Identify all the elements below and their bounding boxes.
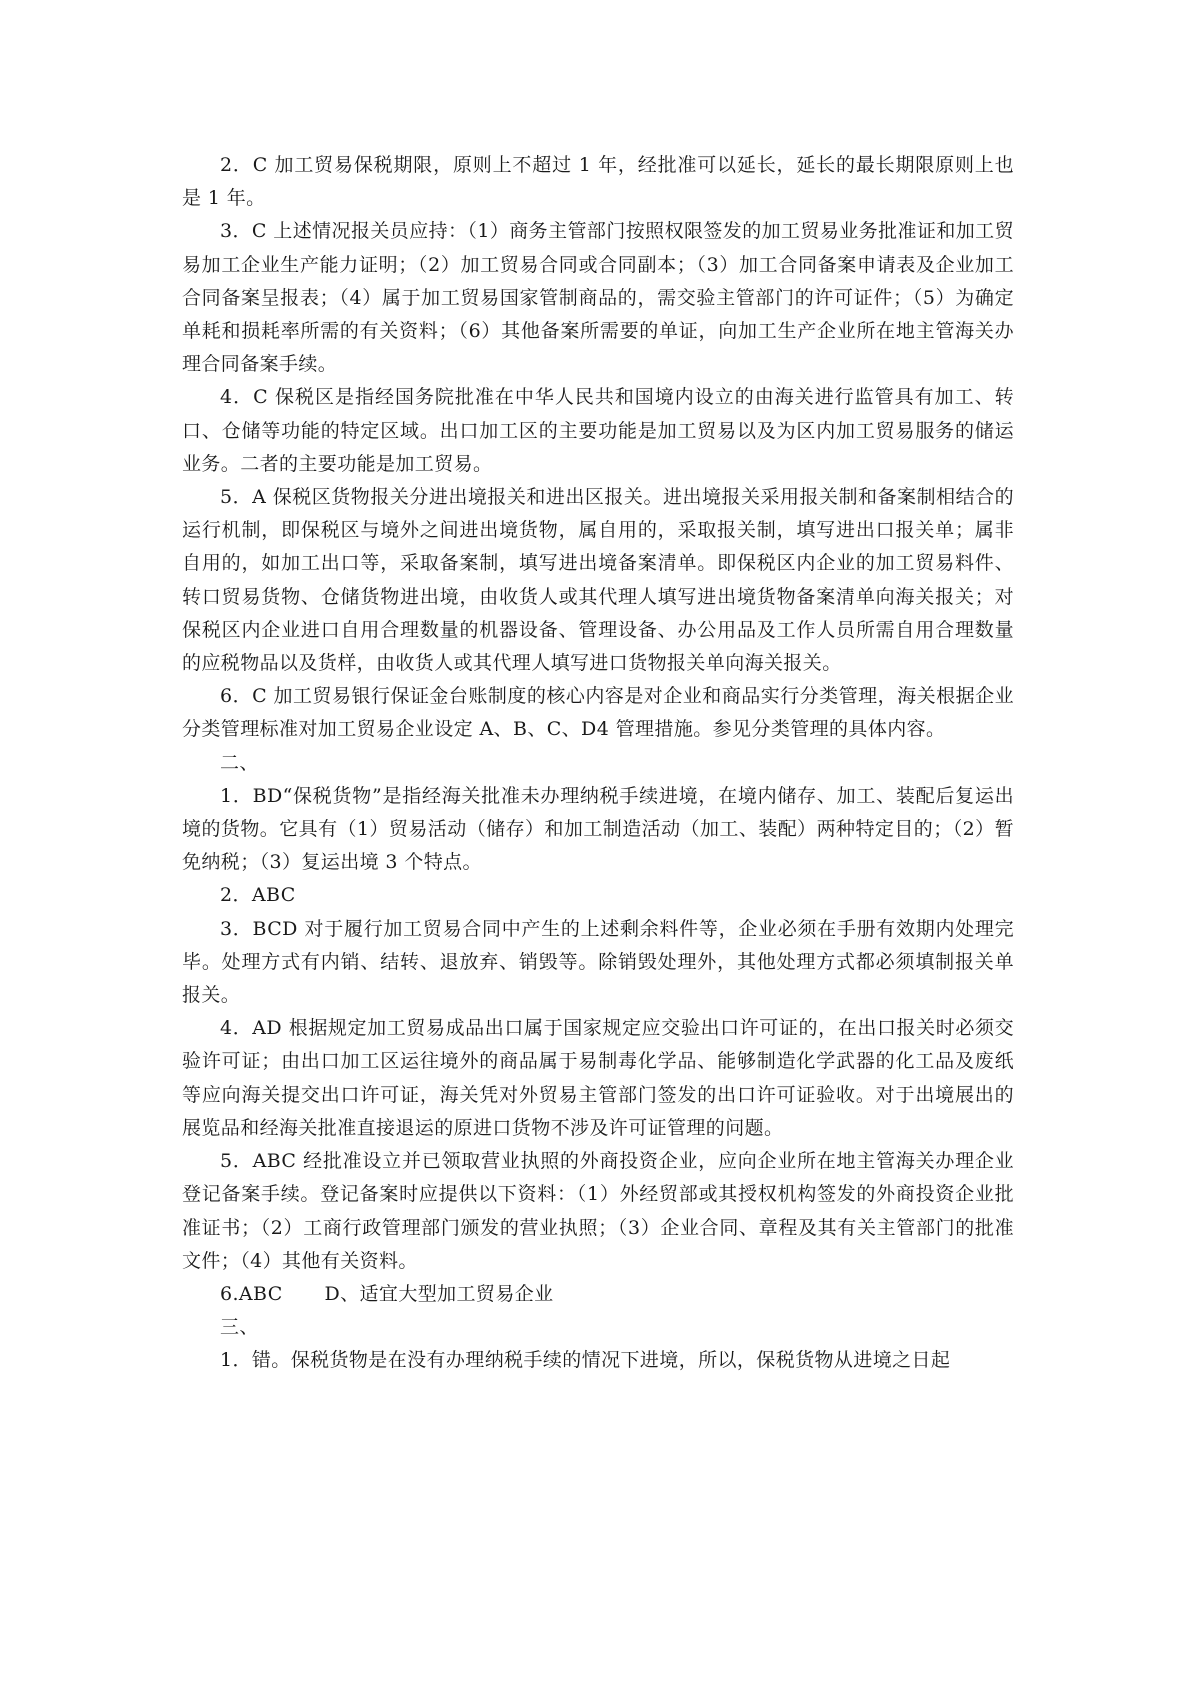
answer-paragraph-2-4: 4．AD 根据规定加工贸易成品出口属于国家规定应交验出口许可证的，在出口报关时必须交验许可证；由出口加工区运往境外的商品属于易制毒化学品、能够制造化学武器的化工品及废纸等应向海关提交出口许可证，海关凭对外贸易主管部门签发的出口许可证验收。对于出境展出的展览品和经海关批准直接退运的原进口货物不涉及许可证管理的问题。 [182, 1017, 1014, 1139]
section-heading-3: 三、 [220, 1316, 259, 1339]
answer-paragraph-2-2: 2．ABC [220, 884, 296, 907]
answer-text-body [182, 149, 1014, 1378]
section-heading-2: 二、 [220, 751, 259, 774]
answer-paragraph-2-3: 3．BCD 对于履行加工贸易合同中产生的上述剩余料件等，企业必须在手册有效期内处理完毕。处理方式有内销、结转、退放弃、销毁等。除销毁处理外，其他处理方式都必须填制报关单报关。 [182, 917, 1014, 1007]
answer-paragraph-2-5: 5．ABC 经批准设立并已领取营业执照的外商投资企业，应向企业所在地主管海关办理企业登记备案手续。登记备案时应提供以下资料：（1）外经贸部或其授权机构签发的外商投资企业批准证书；（2）工商行政管理部门颁发的营业执照；（3）企业合同、章程及其有关主管部门的批准文件；（4）其他有关资料。 [182, 1150, 1014, 1272]
answer-paragraph-1-4: 4．C 保税区是指经国务院批准在中华人民共和国境内设立的由海关进行监管具有加工、转口、仓储等功能的特定区域。出口加工区的主要功能是加工贸易以及为区内加工贸易服务的储运业务。二者的主要功能是加工贸易。 [182, 386, 1014, 475]
answer-paragraph-2-6 [182, 1278, 1014, 1311]
answer-paragraph-2-1: 1．BD“保税货物”是指经海关批准未办理纳税手续进境，在境内储存、加工、装配后复运出境的货物。它具有（1）贸易活动（储存）和加工制造活动（加工、装配）两种特定目的；（2）暂免纳税；（3）复运出境 3 个特点。 [182, 784, 1014, 874]
answer-paragraph-1-5: 5．A 保税区货物报关分进出境报关和进出区报关。进出境报关采用报关制和备案制相结合的运行机制，即保税区与境外之间进出境货物，属自用的，采取报关制，填写进出口报关单；属非自用的，如加工出口等，采取备案制，填写进出境备案清单。即保税区内企业的加工贸易料件、转口贸易货物、仓储货物进出境，由收货人或其代理人填写进出境货物备案清单向海关报关；对保税区内企业进口自用合理数量的机器设备、管理设备、办公用品及工作人员所需自用合理数量的应税物品以及货样，由收货人或其代理人填写进口货物报关单向海关报关。 [182, 486, 1014, 675]
answer-2-6-note: D、适宜大型加工贸易企业 [324, 1282, 554, 1305]
answer-paragraph-1-6: 6．C 加工贸易银行保证金台账制度的核心内容是对企业和商品实行分类管理，海关根据企业分类管理标准对加工贸易企业设定 A、B、C、D4 管理措施。参见分类管理的具体内容。 [182, 685, 1014, 741]
answer-paragraph-3-1: 1．错。保税货物是在没有办理纳税手续的情况下进境，所以，保税货物从进境之日起 [220, 1349, 951, 1372]
answer-paragraph-1-3: 3．C 上述情况报关员应持：（1）商务主管部门按照权限签发的加工贸易业务批准证和加工贸易加工企业生产能力证明；（2）加工贸易合同或合同副本；（3）加工合同备案申请表及企业加工合同备案呈报表；（4）属于加工贸易国家管制商品的，需交验主管部门的许可证件；（5）为确定单耗和损耗率所需的有关资料；（6）其他备案所需要的单证，向加工生产企业所在地主管海关办理合同备案手续。 [182, 220, 1014, 376]
answer-2-6-choice: 6.ABC [220, 1282, 283, 1305]
answer-paragraph-1-2: 2．C 加工贸易保税期限，原则上不超过 1 年，经批准可以延长，延长的最长期限原则上也是 1 年。 [182, 154, 1014, 210]
